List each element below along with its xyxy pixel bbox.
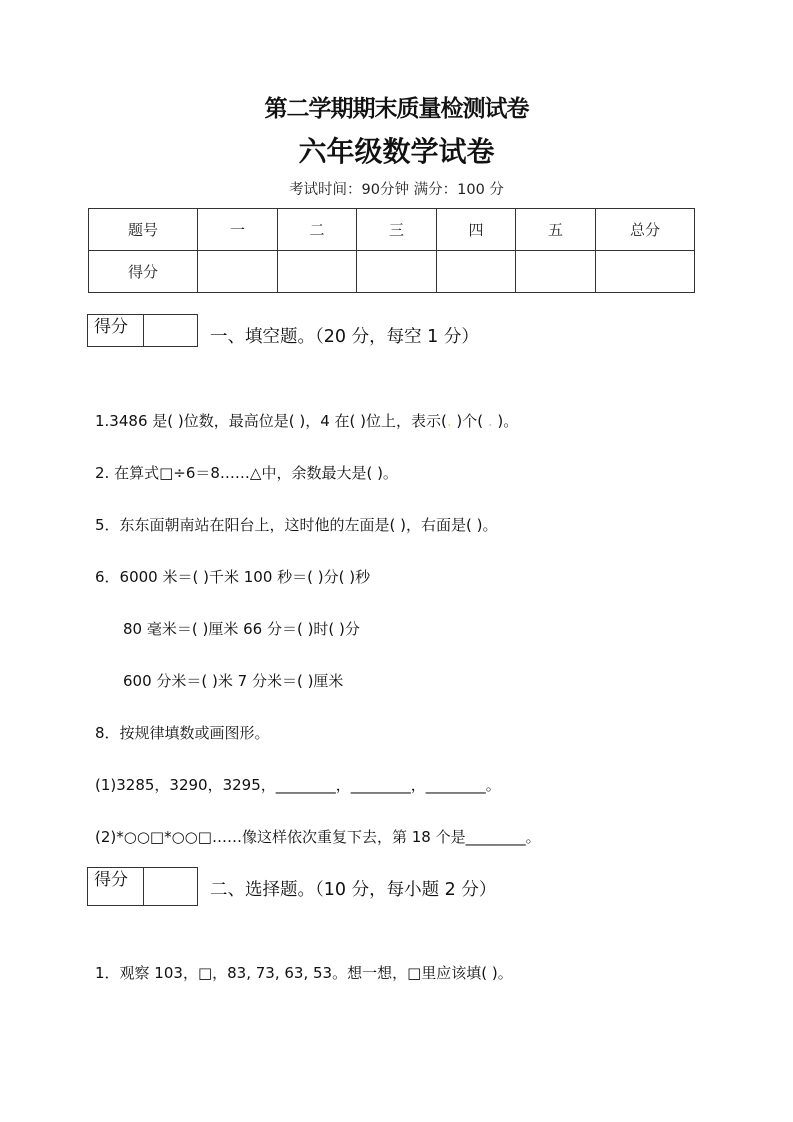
choice-question-1: 1．观察 103，□，83, 73, 63, 53。想一想，□里应该填( )。 xyxy=(95,964,513,982)
exam-meta: 考试时间：90分钟 满分：100 分 xyxy=(289,182,504,198)
question-text: )。 xyxy=(492,412,519,430)
column-header: 五 xyxy=(516,209,596,251)
score-table-header-row xyxy=(89,209,695,251)
faint-mark: . xyxy=(446,412,452,430)
column-header: 总分 xyxy=(596,209,695,251)
column-header: 二 xyxy=(278,209,357,251)
question-5: 5．东东面朝南站在阳台上，这时他的左面是( )，右面是( )。 xyxy=(95,516,498,534)
score-cell[interactable] xyxy=(437,251,516,293)
question-1 xyxy=(95,410,518,431)
score-cell[interactable] xyxy=(198,251,278,293)
question-8: 8．按规律填数或画图形。 xyxy=(95,724,270,742)
faint-mark: . xyxy=(483,412,493,430)
score-cell[interactable] xyxy=(278,251,357,293)
question-6-line-2: 80 毫米＝( )厘米 66 分＝( )时( )分 xyxy=(123,620,360,638)
question-6-line-3: 600 分米＝( )米 7 分米＝( )厘米 xyxy=(123,672,344,690)
exam-title: 第二学期期末质量检测试卷 xyxy=(264,96,529,122)
score-box-value[interactable] xyxy=(144,315,197,346)
column-header: 一 xyxy=(198,209,278,251)
score-table xyxy=(88,208,695,293)
score-cell[interactable] xyxy=(596,251,695,293)
score-table-score-row xyxy=(89,251,695,293)
row-label: 得分 xyxy=(89,251,198,293)
section-score-box xyxy=(87,314,198,347)
column-header: 四 xyxy=(437,209,516,251)
question-text: )个( xyxy=(451,412,484,430)
question-8-part-2: (2)*○○□*○○□……像这样依次重复下去，第 18 个是________。 xyxy=(95,828,541,846)
score-cell[interactable] xyxy=(516,251,596,293)
exam-subtitle: 六年级数学试卷 xyxy=(298,135,495,168)
question-8-part-1: (1)3285，3290，3295，________，________，________。 xyxy=(95,776,501,794)
score-box-label: 得分 xyxy=(88,868,144,905)
question-2: 2. 在算式□÷6＝8……△中，余数最大是( )。 xyxy=(95,464,398,482)
section-title: 二、选择题。（10 分，每小题 2 分） xyxy=(210,880,497,900)
section-score-box xyxy=(87,867,198,906)
section-title: 一、填空题。（20 分，每空 1 分） xyxy=(210,327,479,347)
question-text: 1.3486 是( )位数，最高位是( )，4 在( )位上，表示( xyxy=(95,412,447,430)
row-label: 题号 xyxy=(89,209,198,251)
score-box-value[interactable] xyxy=(144,868,197,905)
score-box-label: 得分 xyxy=(88,315,144,346)
score-cell[interactable] xyxy=(357,251,437,293)
column-header: 三 xyxy=(357,209,437,251)
question-6: 6．6000 米＝( )千米 100 秒＝( )分( )秒 xyxy=(95,568,371,586)
